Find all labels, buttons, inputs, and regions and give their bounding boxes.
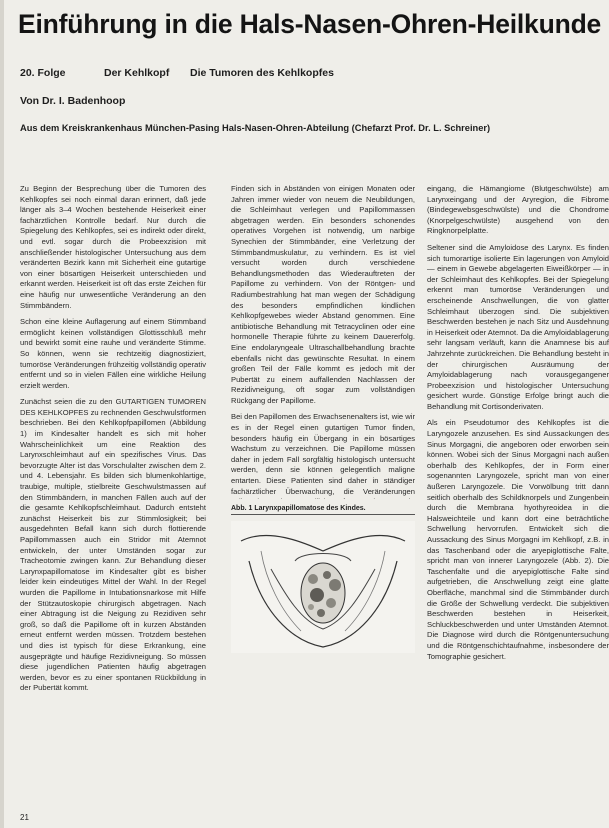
affiliation-line: Aus dem Kreiskrankenhaus München-Pasing Hals-Nasen-Ohren-Abteilung (Chefarzt Prof. Dr. L. Schreiner) [20, 123, 491, 133]
larynx-illustration [231, 521, 415, 653]
paragraph: Finden sich in Abständen von einigen Monaten oder Jahren immer wieder von neuem die Neubildungen, die Schleimhaut verlegen und Papillommassen abgetragen werden. Ein besonders schonendes operatives Vorgehen ist notwendig, um narbige Synechien der Stimmbänder, eine Verletzung der Stimmbandmuskulatur, zu verhindern. Es ist viel versucht worden durch verschiedene Behandlungsmethoden das Wiederauftreten der Papillome zu verhindern. Von der Röntgen- und Radiumbestrahlung hat man wegen der Schädigung des besonders empfindlichen kindlichen Kehlkopfgewebes wieder Abstand genommen. Eine antibiotische Behandlung mit Tetracyclinen oder eine hormonelle Therapie führte zu keinem Dauererfolg. Eine endolaryngeale Ultraschallbehandlung brachte ebenfalls nicht das gewünschte Resultat. In einem großen Teil der Fälle kommt es jedoch mit der Pubertät zu einem auffallenden Nachlassen der Rezidivneigung, oft sogar zum vollständigen Rückgang der Papillome. [231, 184, 415, 405]
paragraph: Zu Beginn der Besprechung über die Tumoren des Kehlkopfes sei noch einmal daran erinnert, daß jede länger als 3–4 Wochen bestehende Heiserkeit einer fachärztlichen Kontrolle bedarf. Nur durch die Spiegelung des Kehlkopfes, sei es indirekt oder direkt, und evtl. sogar durch die Probeexzision mit anschließender histologischer Untersuchung aus dem veränderten Bezirk kann mit Sicherheit eine gutartige von einer bösartigen Heiserkeit unterschieden und erkannt werden. Heiserkeit ist oft das erste Zeichen für eine häufig nur unwesentliche Veränderung an den Stimmbändern. [20, 184, 206, 310]
paragraph: eingang, die Hämangiome (Blutgeschwülste) am Larynxeingang und der Aryregion, die Fibrome (Bindegewebsgeschwülste) und die Chondrome (Knorpelgeschwülste) ausgehend von den Ringknorpelplatte. [427, 184, 609, 236]
paragraph: Schon eine kleine Auflagerung auf einem Stimmband ermöglicht keinen vollständigen Glottisschluß mehr und bewirkt somit eine rauhe und veränderte Stimme. So können, wenn sie rechtzeitig diagnostiziert, tumoröse Veränderungen frühzeitig vollständig operativ entfernt und so in vielen Fällen eine wirkliche Heilung erzielt werden. [20, 317, 206, 390]
series-subtopic: Die Tumoren des Kehlkopfes [190, 67, 334, 79]
page-number: 21 [20, 813, 29, 822]
article-title: Einführung in die Hals-Nasen-Ohren-Heilkunde [18, 9, 602, 39]
figure-1 [231, 505, 415, 805]
figure-caption: Abb. 1 Larynxpapillomatose des Kindes. [231, 505, 415, 515]
series-part: 20. Folge [20, 67, 66, 79]
text-column-3 [427, 184, 609, 824]
paragraph: Zunächst seien die zu den GUTARTIGEN TUMOREN DES KEHLKOPFES zu rechnenden Geschwulstformen beschrieben. Bei den Kehlkopfpapillomen (Abbildung 1) im Kindesalter handelt es sich mit hoher Wahrscheinlichkeit um eine Reaktion des Larynxschleimhaut auf ein spezifisches Virus. Das bevorzugte Alter ist das Vorschulalter zwischen dem 2. und 4. Lebensjahr. Es bilden sich blumenkohlartige, traubige, multiple, stielbreite Geschwulstmassen auf den Stimmbändern, in manchen Fällen auch auf der die gesamte Kehlkopfschleimhaut. Dadurch entsteht zunächst Heiserkeit bis zur Stimmlosigkeit; bei ausgedehnten Befall kann sich durch flottierende Papillommassen auch ein Stridor mit Atemnot entwickeln, der unter Umständen sogar zur Tracheotomie zwingen kann. Zur Behandlung dieser Larynxpapillomatose im Kindesalter gibt es bisher leider kein eindeutiges Mittel der Wahl. In der Regel wurden die Papillome in Intubationsnarkose mit Hilfe der Stützautoskopie chirurgisch abgetragen. Nach einer Abtragung ist die Neigung zu Rezidiven sehr groß, so daß die Papillome oft in kurzen Abständen erneut entfernt werden müssen. Trotzdem bestehen und dies ist typisch für diese Erkrankung, eine ausgeprägte und häufige Rezidivneigung. So müssen diese jugendlichen Patienten häufig abgetragen werden, bevor es zu einer spontanen Rückbildung in der Pubertät kommt. [20, 397, 206, 693]
series-topic: Der Kehlkopf [104, 67, 170, 79]
paragraph: Seltener sind die Amyloidose des Larynx. Es finden sich tumorartige isolierte Ein lagerungen von Amyloid — einem in Gewebe abgelagerten Eiweißkörper — in der Schleimhaut des Kehlkopfes. Bei der Spiegelung erkennt man tumoröse Veränderungen und erscheinende Anschwellungen, die von glatter Schleimhaut überzogen sind. Die subjektiven Beschwerden bestehen je nach Sitz und Ausdehnung in Heiserkeit oder Atemnot. Da die Amyloidablagerung sehr langsam verläuft, kann die Anamnese bis auf Jahrzehnte zurückreichen. Die Behandlung besteht in der chirurgischen Ausräumung der Amyloidablagerung nach vorausgegangener Probeexzision und histologischer Untersuchung gesichert wurde. Günstige Erfolge bringt auch die Behandlung mit Cortisonderivaten. [427, 242, 609, 411]
series-line [20, 67, 580, 79]
paragraph: Bei den Papillomen des Erwachsenenalters ist, wie wir es in der Regel einen gutartigen Tumor finden, besonders häufig ein Übergang in ein bösartiges Wachstum zu verzeichnen. Die Papillome müssen daher in jedem Fall sorgfältig histologisch untersucht werden, denn sie können gelegentlich maligne entarten. Diese Patienten sind daher in ständiger fachärztlicher Überwachung, die Veränderungen [231, 412, 415, 496]
page-edge [0, 0, 4, 828]
author-line: Von Dr. I. Badenhoop [20, 95, 126, 107]
text-column-1 [20, 184, 206, 814]
paragraph: Als ein Pseudotumor des Kehlkopfes ist die Laryngozele anzusehen. Es sind Aussackungen des Sinus Morgagni, die angeboren oder erworben sein können. Wobei sich der Sinus Morgagni nach außen oberhalb des Kehlkopfes, der in Form einer sogenannten Laryngozele, spricht man von einer äußeren Laryngozele. Die Vorwölbung tritt dann seitlich oberhalb des Schildknorpels und Zungenbein durch die Membrana hyothyreoidea in die Halsweichteile und kann dort eine beträchtliche Schwellung hervorrufen. Entwickelt sich die Aussackung des Sinus Morgagni im Kehlkopf, z.B. in das Taschenband oder die aryepiglottische Falte, spricht man von innerer Laryngozele (Abb. 2). Die Taschenfalte und die aryepiglottische Falte sind aufgetrieben, die Anschwellung zeigt eine glatte Oberfläche, manchmal sind die Stimmbänder durch die Größe der Schwellung verdeckt. Die subjektiven Beschwerden bestehen in Heiserkeit, Schluckbeschwerden und unter Umständen Atemnot. Die Diagnose wird durch die Röntgenuntersuchung und die Röntgenschichtaufnahme, insbesondere der Tomographie gesichert. [427, 418, 609, 661]
larynx-drawing [231, 521, 415, 653]
text-column-2 [231, 184, 415, 499]
